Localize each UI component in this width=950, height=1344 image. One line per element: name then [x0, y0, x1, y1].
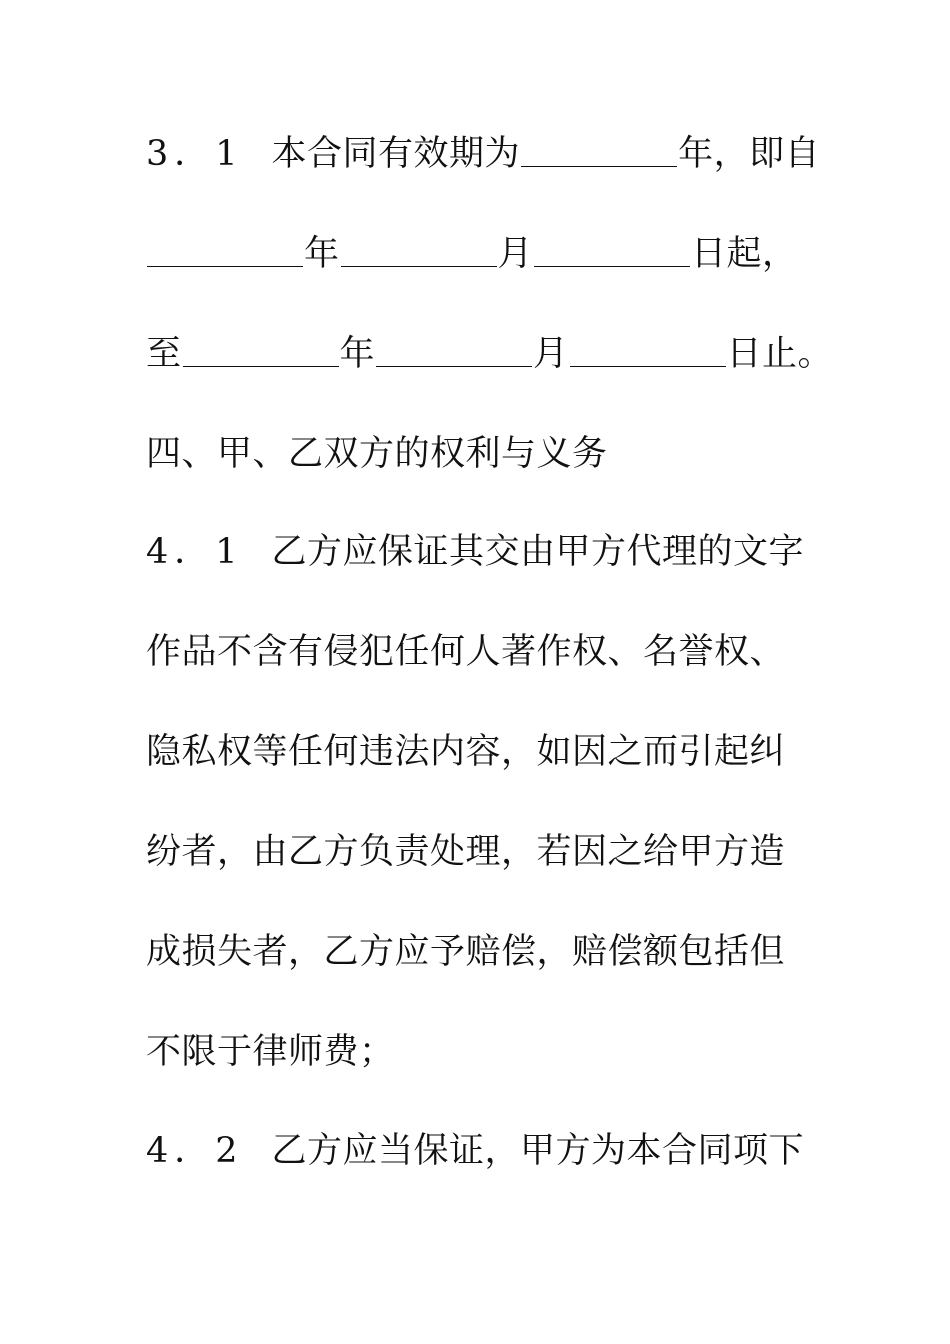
clause-4-1-line-4: 纷者，由乙方负责处理，若因之给甲方造 — [146, 832, 786, 872]
clause-text: 至 — [146, 334, 182, 374]
clause-4-1-line-1 — [146, 532, 804, 572]
clause-text: 乙方应保证其交由甲方代理的文字 — [271, 532, 805, 572]
clause-number: 3．1 — [146, 134, 244, 174]
clause-4-1-line-6: 不限于律师费； — [146, 1032, 395, 1072]
clause-text: 日止。 — [726, 334, 834, 374]
blank-end-day — [570, 336, 726, 367]
clause-4-1-line-5: 成损失者，乙方应予赔偿，赔偿额包括但 — [146, 932, 786, 972]
clause-number: 4．2 — [146, 1131, 244, 1171]
clause-4-1-line-3: 隐私权等任何违法内容，如因之而引起纠 — [146, 732, 786, 772]
blank-start-day — [534, 236, 690, 267]
clause-3-1-line-2 — [146, 234, 798, 274]
blank-start-year — [147, 236, 303, 267]
clause-text: 年，即自 — [678, 134, 821, 174]
clause-4-2-line-1 — [146, 1131, 804, 1171]
clause-text: 月 — [497, 234, 534, 274]
clause-text: 年 — [339, 334, 376, 374]
clause-text: 年 — [304, 234, 340, 274]
blank-end-month — [376, 336, 532, 367]
clause-text: 日起， — [691, 234, 798, 274]
clause-text: 月 — [533, 334, 569, 374]
blank-start-month — [341, 236, 497, 267]
clause-4-1-line-2: 作品不含有侵犯任何人著作权、名誉权、 — [146, 632, 786, 672]
blank-end-year — [183, 336, 339, 367]
clause-3-1-line-3 — [146, 334, 833, 374]
clause-number: 4．1 — [146, 532, 244, 572]
clause-text: 本合同有效期为 — [271, 134, 521, 174]
clause-3-1-line-1 — [146, 134, 820, 174]
section-4-heading: 四、甲、乙双方的权利与义务 — [146, 434, 608, 474]
clause-text: 乙方应当保证，甲方为本合同项下 — [271, 1131, 805, 1171]
blank-years — [521, 136, 677, 167]
